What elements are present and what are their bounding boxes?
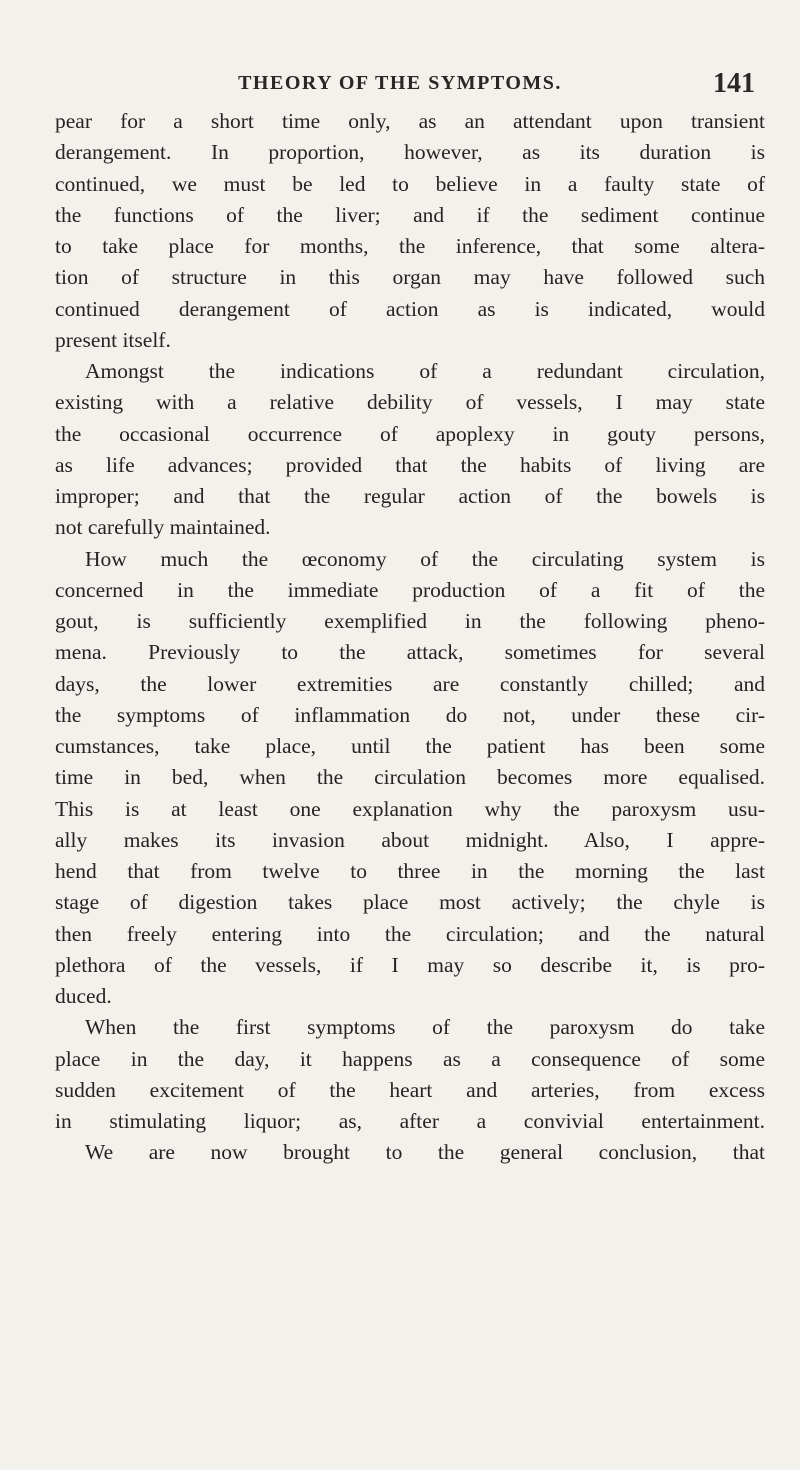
text-line: existing with a relative debility of vessels, I may state bbox=[55, 390, 765, 415]
text-line: derangement. In proportion, however, as its duration is bbox=[55, 140, 765, 165]
text-line: present itself. bbox=[55, 327, 171, 352]
text-line: pear for a short time only, as an attendant upon transient bbox=[55, 109, 765, 133]
text-line: hend that from twelve to three in the morning the last bbox=[55, 859, 765, 883]
text-line: the functions of the liver; and if the sediment continue bbox=[55, 202, 765, 227]
text-line: ally makes its invasion about midnight. Also, I appre- bbox=[55, 827, 765, 852]
text-line: sudden excitement of the heart and arteries, from excess bbox=[55, 1077, 765, 1102]
text-line: not carefully maintained. bbox=[55, 515, 271, 540]
running-head bbox=[0, 68, 800, 98]
text-line: improper; and that the regular action of the bowels is bbox=[55, 484, 765, 508]
text-line: cumstances, take place, until the patient has been some bbox=[55, 734, 765, 758]
text-line: continued derangement of action as is indicated, would bbox=[55, 296, 765, 321]
paragraph-start: When the first symptoms of the paroxysm do take bbox=[85, 1015, 765, 1040]
text-line: concerned in the immediate production of a fit of the bbox=[55, 577, 765, 602]
text-line: plethora of the vessels, if I may so describe it, is pro- bbox=[55, 952, 765, 977]
text-line: the occasional occurrence of apoplexy in gouty persons, bbox=[55, 421, 765, 446]
text-line: continued, we must be led to believe in a faulty state of bbox=[55, 171, 765, 196]
text-line: tion of structure in this organ may have followed such bbox=[55, 265, 765, 290]
text-line: time in bed, when the circulation becomes more equalised. bbox=[55, 765, 765, 790]
text-line: the symptoms of inflammation do not, under these cir- bbox=[55, 702, 765, 727]
text-line: duced. bbox=[55, 984, 112, 1008]
text-line: then freely entering into the circulation; and the natural bbox=[55, 921, 765, 946]
text-line: in stimulating liquor; as, after a convivial entertainment. bbox=[55, 1109, 765, 1133]
text-line: days, the lower extremities are constantly chilled; and bbox=[55, 671, 765, 696]
running-title: THEORY OF THE SYMPTOMS. bbox=[238, 72, 562, 94]
text-line: place in the day, it happens as a consequence of some bbox=[55, 1046, 765, 1071]
body-text bbox=[55, 106, 765, 1169]
text-line: to take place for months, the inference, that some altera- bbox=[55, 234, 765, 258]
paragraph-start: We are now brought to the general conclusion, that bbox=[85, 1140, 765, 1165]
text-line: gout, is sufficiently exemplified in the following pheno- bbox=[55, 609, 765, 633]
paragraph-start: How much the œconomy of the circulating system is bbox=[85, 546, 765, 571]
paragraph-start: Amongst the indications of a redundant circulation, bbox=[85, 359, 765, 383]
page-number: 141 bbox=[713, 68, 755, 99]
text-line: as life advances; provided that the habits of living are bbox=[55, 452, 765, 477]
text-line: mena. Previously to the attack, sometimes for several bbox=[55, 640, 765, 665]
text-line: This is at least one explanation why the paroxysm usu- bbox=[55, 796, 765, 821]
text-line: stage of digestion takes place most actively; the chyle is bbox=[55, 890, 765, 915]
